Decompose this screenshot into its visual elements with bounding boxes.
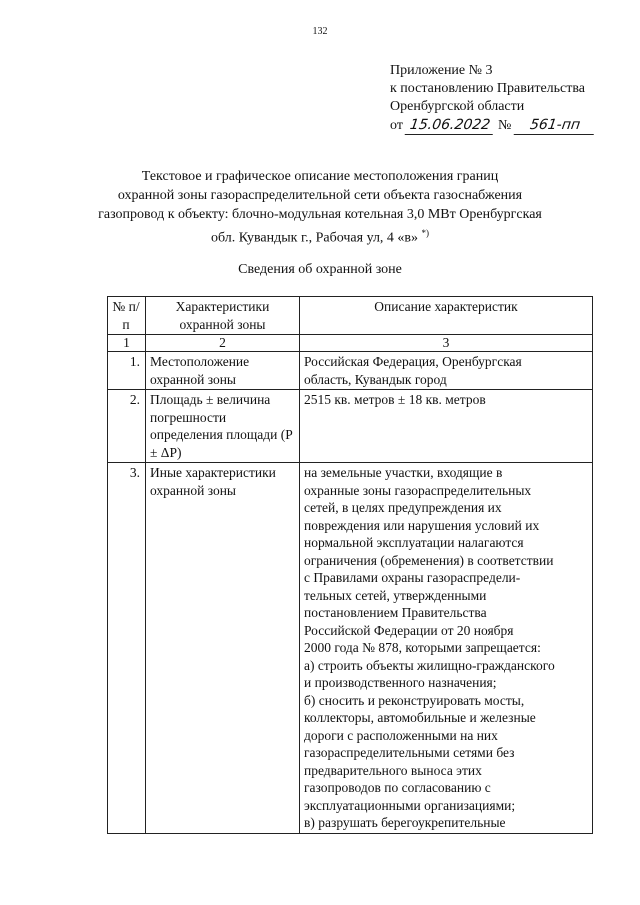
description-line: коллекторы, автомобильные и железные	[304, 710, 536, 725]
column-number: 3	[300, 335, 593, 352]
row-number: 1.	[108, 352, 146, 390]
description-line: ограничения (обременения) в соответствии	[304, 552, 554, 568]
row-characteristic: Местоположение охранной зоны	[146, 352, 300, 390]
handwritten-date: 15.06.2022	[405, 116, 496, 135]
description-line: газораспределительными сетями без	[304, 745, 515, 760]
description-line: охранные зоны газораспределительных	[304, 482, 532, 498]
column-number-row	[108, 335, 593, 352]
description-line: 2515 кв. метров ± 18 кв. метров	[304, 392, 486, 407]
table-header-row	[108, 297, 593, 335]
from-label: от	[390, 118, 403, 133]
description-line: эксплуатационными организациями;	[304, 797, 516, 813]
appendix-line-3: Оренбургской области	[390, 99, 525, 114]
handwritten-number: 561-пп	[513, 116, 596, 135]
description-line: с Правилами охраны газораспредели-	[304, 570, 521, 585]
header-number: № п/п	[108, 297, 146, 335]
description-line: в) разрушать берегоукрепительные	[304, 815, 506, 830]
description-line: 2000 года № 878, которыми запрещается:	[304, 640, 541, 655]
row-description	[300, 352, 593, 390]
appendix-line-2: к постановлению Правительства	[390, 81, 586, 96]
description-line: б) сносить и реконструировать мосты,	[304, 692, 525, 708]
number-label: №	[497, 118, 512, 133]
description-line: область, Кувандык город	[304, 371, 447, 387]
row-description	[300, 390, 593, 463]
document-title	[95, 167, 545, 248]
description-line: Российской Федерации от 20 ноября	[304, 622, 514, 638]
description-line: повреждения или нарушения условий их	[304, 517, 540, 533]
description-line: нормальной эксплуатации налагаются	[304, 535, 524, 550]
table-row	[108, 463, 593, 834]
section-subtitle: Сведения об охранной зоне	[238, 262, 402, 277]
table-row	[108, 352, 593, 390]
page-number: 132	[312, 26, 328, 37]
description-line: газопроводов по согласованию с	[304, 780, 491, 795]
title-line-3: газопровод к объекту: блочно-модульная котельная 3,0 МВт Оренбургская	[98, 207, 542, 222]
description-line: предварительного выноса этих	[304, 762, 482, 778]
row-description	[300, 463, 593, 834]
column-number: 1	[108, 335, 146, 352]
row-number: 3.	[108, 463, 146, 834]
title-line-1: Текстовое и графическое описание местоположения границ	[141, 169, 499, 184]
header-description: Описание характеристик	[300, 297, 593, 335]
description-line: дороги с расположенными на них	[304, 727, 498, 743]
appendix-date-line	[390, 116, 595, 135]
column-number: 2	[146, 335, 300, 352]
description-line: а) строить объекты жилищно-гражданского	[304, 657, 555, 673]
title-line-4-wrap	[95, 224, 545, 248]
table-row	[108, 390, 593, 463]
appendix-header	[390, 62, 595, 135]
description-line: и производственного назначения;	[304, 675, 497, 690]
row-characteristic: Площадь ± величина погрешности определения площади (Р ± ΔР)	[146, 390, 300, 463]
description-line: на земельные участки, входящие в	[304, 465, 503, 480]
appendix-title: Приложение № 3	[390, 63, 493, 78]
description-line: Российская Федерация, Оренбургская	[304, 354, 522, 369]
footnote-mark: *)	[421, 228, 430, 238]
title-line-2: охранной зоны газораспределительной сети объекта газоснабжения	[117, 188, 523, 203]
description-line: постановлением Правительства	[304, 605, 487, 620]
row-number: 2.	[108, 390, 146, 463]
title-line-4: обл. Кувандык г., Рабочая ул, 4 «в»	[210, 230, 419, 246]
description-line: сетей, в целях предупреждения их	[304, 500, 502, 515]
description-line: тельных сетей, утвержденными	[304, 587, 487, 603]
header-characteristic: Характеристики охранной зоны	[146, 297, 300, 335]
protection-zone-table	[107, 296, 593, 834]
row-characteristic: Иные характеристики охранной зоны	[146, 463, 300, 834]
